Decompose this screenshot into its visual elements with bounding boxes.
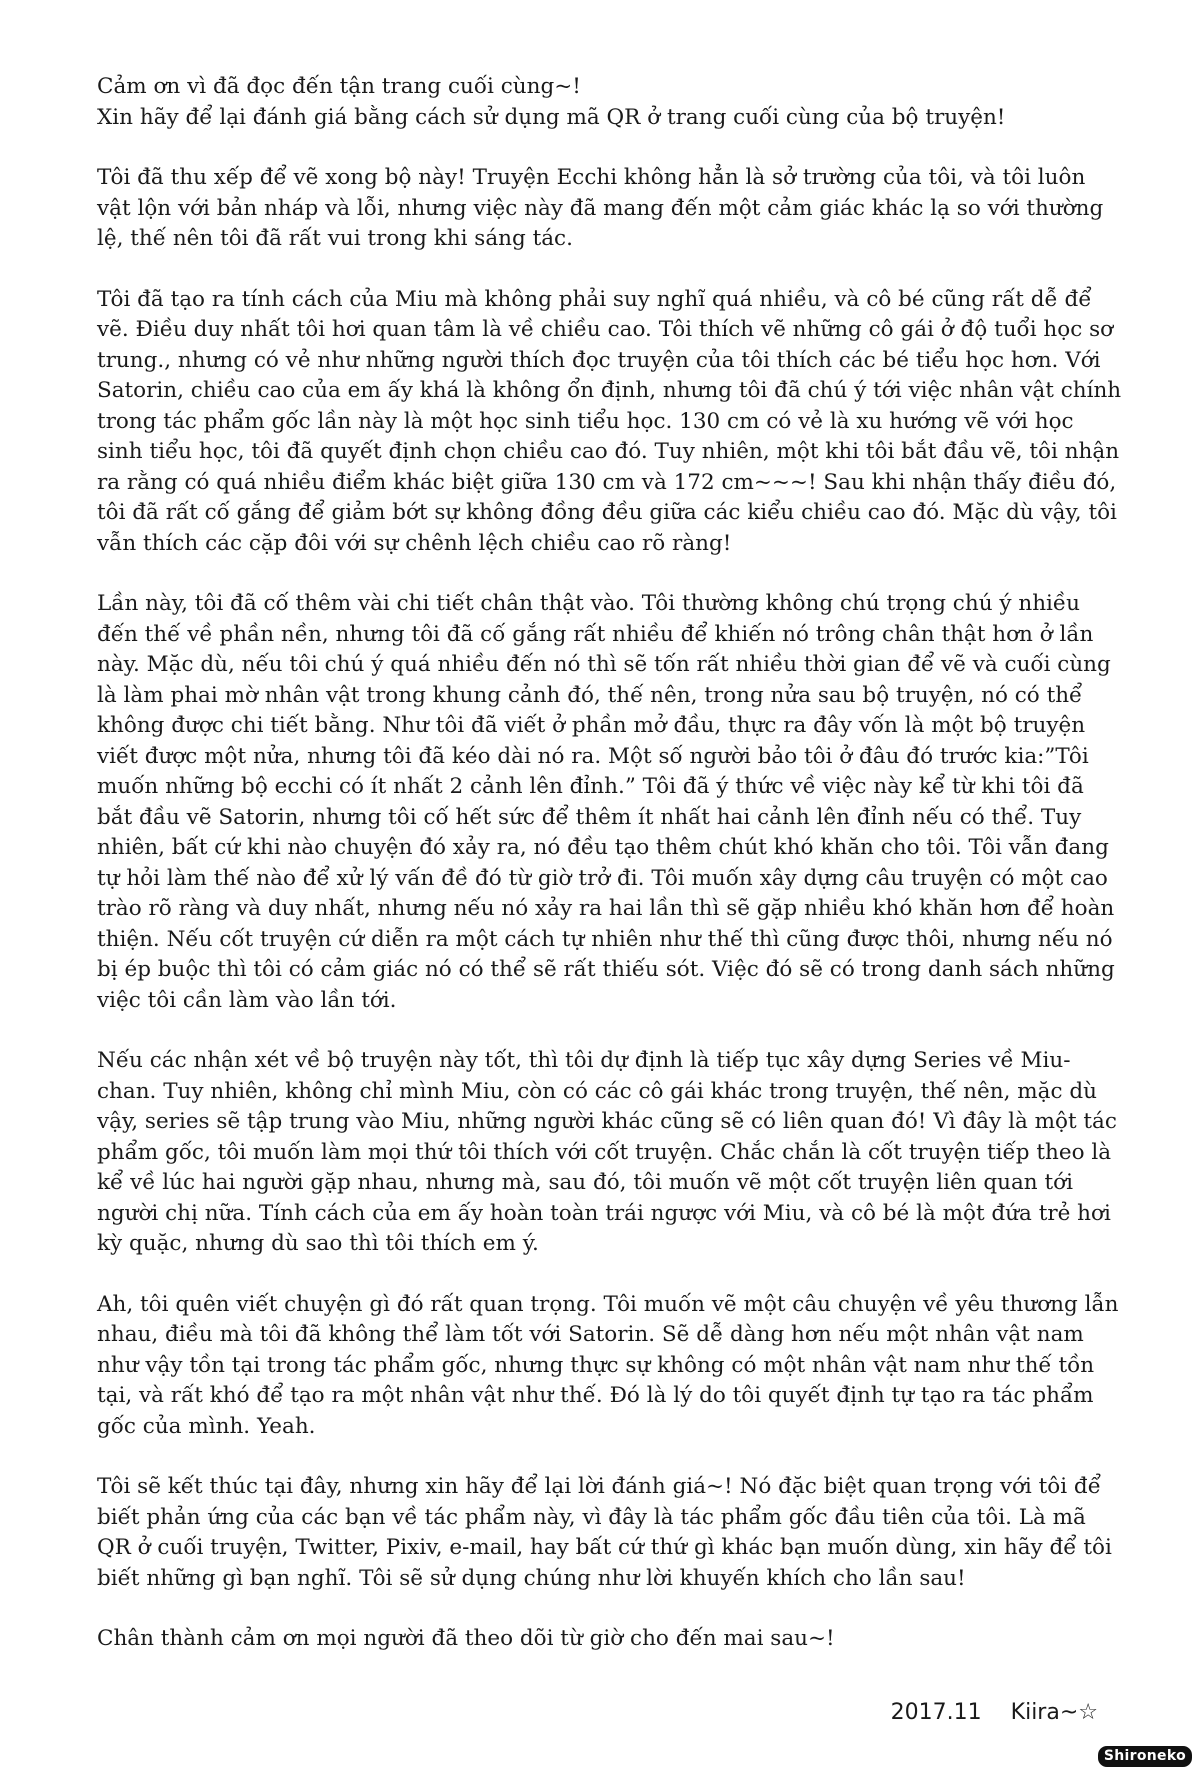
signature bbox=[891, 1700, 1098, 1725]
paragraph-feedback: Tôi sẽ kết thúc tại đây, nhưng xin hãy để lại lời đánh giá~! Nó đặc biệt quan trọng với tôi để biết phản ứng của các bạn về tác phẩm này, vì đây là tác phẩm gốc đầu tiên của tôi. Là mã QR ở cuối truyện, Twitter, Pixiv, e-mail, hay bất cứ thứ gì khác bạn muốn dùng, xin hãy để tôi biết những gì bạn nghĩ. Tôi sẽ sử dụng chúng như lời khuyến khích cho lần sau! bbox=[97, 1474, 1112, 1591]
paragraph-series-plan: Nếu các nhận xét về bộ truyện này tốt, thì tôi dự định là tiếp tục xây dựng Series về Miu-chan. Tuy nhiên, không chỉ mình Miu, còn có các cô gái khác trong truyện, thế nên, mặc dù vậy, series sẽ tập trung vào Miu, những người khác cũng sẽ có liên quan đó! Vì đây là một tác phẩm gốc, tôi muốn làm mọi thứ tôi thích với cốt truyện. Chắc chắn là cốt truyện tiếp theo là kể về lúc hai người gặp nhau, nhưng mà, sau đó, tôi muốn vẽ một cốt truyện liên quan tới người chị nữa. Tính cách của em ấy hoàn toàn trái ngược với Miu, và cô bé là một đứa trẻ hơi kỳ quặc, nhưng dù sao thì tôi thích em ý. bbox=[97, 1048, 1117, 1256]
signature-author: Kiira~☆ bbox=[1010, 1700, 1098, 1725]
afterword-letter bbox=[97, 72, 1122, 1685]
signature-date: 2017.11 bbox=[890, 1700, 982, 1725]
paragraph-thanks: Cảm ơn vì đã đọc đến tận trang cuối cùng~! Xin hãy để lại đánh giá bằng cách sử dụng mã QR ở trang cuối cùng của bộ truyện! bbox=[97, 74, 1006, 130]
paragraph-finished: Tôi đã thu xếp để vẽ xong bộ này! Truyện Ecchi không hẳn là sở trường của tôi, và tôi luôn vật lộn với bản nháp và lỗi, nhưng việc này đã mang đến một cảm giác khác lạ so với thường lệ, thế nên tôi đã rất vui trong khi sáng tác. bbox=[97, 165, 1104, 251]
paragraph-closing: Chân thành cảm ơn mọi người đã theo dõi từ giờ cho đến mai sau~! bbox=[97, 1626, 835, 1651]
paragraph-love-story: Ah, tôi quên viết chuyện gì đó rất quan trọng. Tôi muốn vẽ một câu chuyện về yêu thương lẫn nhau, điều mà tôi đã không thể làm tốt với Satorin. Sẽ dễ dàng hơn nếu một nhân vật nam như vậy tồn tại trong tác phẩm gốc, nhưng thực sự không có một nhân vật nam như thế tồn tại, và rất khó để tạo ra một nhân vật như thế. Đó là lý do tôi quyết định tự tạo ra tác phẩm gốc của mình. Yeah. bbox=[97, 1291, 1119, 1439]
paragraph-details: Lần này, tôi đã cố thêm vài chi tiết chân thật vào. Tôi thường không chú trọng chú ý nhiều đến thế về phần nền, nhưng tôi đã cố gắng rất nhiều để khiến nó trông chân thật hơn ở lần này. Mặc dù, nếu tôi chú ý quá nhiều đến nó thì sẽ tốn rất nhiều thời gian để vẽ và cuối cùng là làm phai mờ nhân vật trong khung cảnh đó, thế nên, trong nửa sau bộ truyện, nó có thể không được chi tiết bằng. Như tôi đã viết ở phần mở đầu, thực ra đây vốn là một bộ truyện viết được một nửa, nhưng tôi đã kéo dài nó ra. Một số người bảo tôi ở đâu đó trước kia:”Tôi muốn những bộ ecchi có ít nhất 2 cảnh lên đỉnh.” Tôi đã ý thức về việc này kể từ khi tôi đã bắt đầu vẽ Satorin, nhưng tôi cố hết sức để thêm ít nhất hai cảnh lên đỉnh nếu có thể. Tuy nhiên, bất cứ khi nào chuyện đó xảy ra, nó đều tạo thêm chút khó khăn cho tôi. Tôi vẫn đang tự hỏi làm thế nào để xử lý vấn đề đó từ giờ trở đi. Tôi muốn xây dựng câu truyện có một cao trào rõ ràng và duy nhất, nhưng nếu nó xảy ra hai lần thì sẽ gặp nhiều khó khăn hơn để hoàn thiện. Nếu cốt truyện cứ diễn ra một cách tự nhiên như thế thì cũng được thôi, nhưng nếu nó bị ép buộc thì tôi có cảm giác nó có thể sẽ rất thiếu sót. Việc đó sẽ có trong danh sách những việc tôi cần làm vào lần tới. bbox=[97, 591, 1115, 1013]
watermark-logo: Shironeko bbox=[1098, 1746, 1192, 1767]
paragraph-miu-height: Tôi đã tạo ra tính cách của Miu mà không phải suy nghĩ quá nhiều, và cô bé cũng rất dễ để vẽ. Điều duy nhất tôi hơi quan tâm là về chiều cao. Tôi thích vẽ những cô gái ở độ tuổi học sơ trung., nhưng có vẻ như những người thích đọc truyện của tôi thích các bé tiểu học hơn. Với Satorin, chiều cao của em ấy khá là không ổn định, nhưng tôi đã chú ý tới việc nhân vật chính trong tác phẩm gốc lần này là một học sinh tiểu học. 130 cm có vẻ là xu hướng vẽ với học sinh tiểu học, tôi đã quyết định chọn chiều cao đó. Tuy nhiên, một khi tôi bắt đầu vẽ, tôi nhận ra rằng có quá nhiều điểm khác biệt giữa 130 cm và 172 cm~~~! Sau khi nhận thấy điều đó, tôi đã rất cố gắng để giảm bớt sự không đồng đều giữa các kiểu chiều cao đó. Mặc dù vậy, tôi vẫn thích các cặp đôi với sự chênh lệch chiều cao rõ ràng! bbox=[97, 286, 1122, 556]
